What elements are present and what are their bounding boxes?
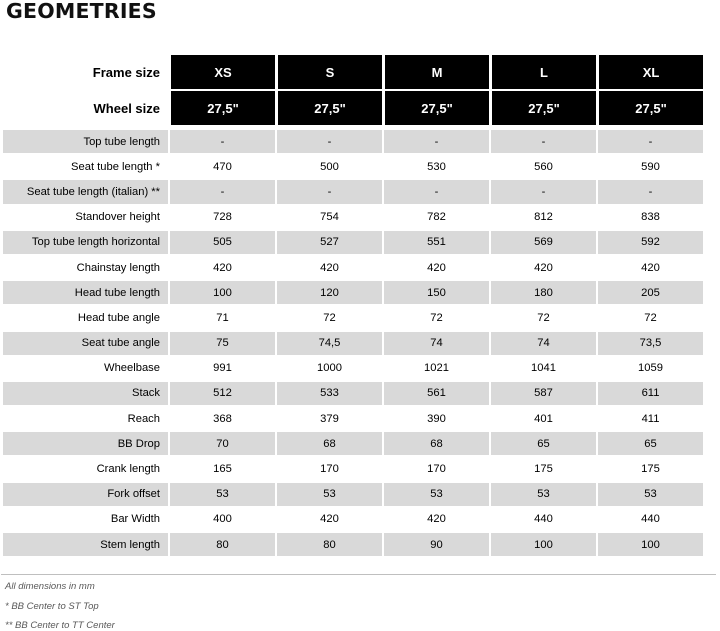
row-value: 100 bbox=[170, 281, 275, 306]
row-value: 175 bbox=[491, 457, 596, 482]
row-value: - bbox=[170, 130, 275, 155]
row-value: 782 bbox=[384, 206, 489, 231]
table-row bbox=[3, 332, 703, 357]
row-label: Bar Width bbox=[3, 508, 168, 533]
size-m: M bbox=[384, 55, 489, 91]
row-value: 420 bbox=[170, 256, 275, 281]
row-value: 165 bbox=[170, 457, 275, 482]
row-label: Top tube length bbox=[3, 130, 168, 155]
row-label: Crank length bbox=[3, 457, 168, 482]
row-label: Reach bbox=[3, 407, 168, 432]
wheel-m: 27,5" bbox=[384, 91, 489, 125]
row-value: 1059 bbox=[598, 357, 703, 382]
row-value: 72 bbox=[491, 306, 596, 331]
row-value: 400 bbox=[170, 508, 275, 533]
row-value: 500 bbox=[277, 155, 382, 180]
footnote-units: All dimensions in mm bbox=[5, 581, 95, 592]
row-value: 1021 bbox=[384, 357, 489, 382]
row-value: 100 bbox=[598, 533, 703, 558]
row-value: 68 bbox=[277, 432, 382, 457]
row-label: Head tube length bbox=[3, 281, 168, 306]
wheel-l: 27,5" bbox=[491, 91, 596, 125]
row-label: Top tube length horizontal bbox=[3, 231, 168, 256]
table-row bbox=[3, 130, 703, 155]
row-value: 1000 bbox=[277, 357, 382, 382]
row-value: - bbox=[384, 180, 489, 205]
table-row bbox=[3, 483, 703, 508]
row-value: 180 bbox=[491, 281, 596, 306]
row-label: Chainstay length bbox=[3, 256, 168, 281]
size-s: S bbox=[277, 55, 382, 91]
wheel-size-label: Wheel size bbox=[3, 91, 168, 125]
wheel-xs: 27,5" bbox=[170, 91, 275, 125]
row-value: - bbox=[384, 130, 489, 155]
row-value: 68 bbox=[384, 432, 489, 457]
row-value: 150 bbox=[384, 281, 489, 306]
row-value: 80 bbox=[170, 533, 275, 558]
row-value: - bbox=[277, 180, 382, 205]
table-row bbox=[3, 508, 703, 533]
wheel-s: 27,5" bbox=[277, 91, 382, 125]
row-value: 411 bbox=[598, 407, 703, 432]
row-value: 53 bbox=[491, 483, 596, 508]
row-value: 569 bbox=[491, 231, 596, 256]
row-value: - bbox=[598, 130, 703, 155]
row-label: Seat tube length (italian) ** bbox=[3, 180, 168, 205]
row-value: - bbox=[170, 180, 275, 205]
row-value: 420 bbox=[598, 256, 703, 281]
row-value: 838 bbox=[598, 206, 703, 231]
size-xl: XL bbox=[598, 55, 703, 91]
table-row bbox=[3, 155, 703, 180]
row-value: 812 bbox=[491, 206, 596, 231]
table-row bbox=[3, 256, 703, 281]
footer-divider bbox=[1, 574, 716, 575]
table-row bbox=[3, 281, 703, 306]
table-row bbox=[3, 306, 703, 331]
row-label: BB Drop bbox=[3, 432, 168, 457]
table-row bbox=[3, 407, 703, 432]
geometry-rows bbox=[3, 130, 703, 558]
row-label: Head tube angle bbox=[3, 306, 168, 331]
row-label: Seat tube length * bbox=[3, 155, 168, 180]
table-row bbox=[3, 357, 703, 382]
row-value: 75 bbox=[170, 332, 275, 357]
row-value: 53 bbox=[384, 483, 489, 508]
table-row bbox=[3, 382, 703, 407]
row-value: 754 bbox=[277, 206, 382, 231]
row-value: 470 bbox=[170, 155, 275, 180]
row-value: 53 bbox=[277, 483, 382, 508]
row-value: 728 bbox=[170, 206, 275, 231]
row-value: 530 bbox=[384, 155, 489, 180]
row-label: Fork offset bbox=[3, 483, 168, 508]
row-value: 420 bbox=[277, 508, 382, 533]
row-value: 420 bbox=[384, 508, 489, 533]
frame-size-row bbox=[3, 55, 703, 91]
row-value: 1041 bbox=[491, 357, 596, 382]
row-value: - bbox=[598, 180, 703, 205]
row-value: 170 bbox=[384, 457, 489, 482]
size-l: L bbox=[491, 55, 596, 91]
row-value: 611 bbox=[598, 382, 703, 407]
row-value: - bbox=[277, 130, 382, 155]
row-value: 512 bbox=[170, 382, 275, 407]
row-value: - bbox=[491, 180, 596, 205]
row-value: 590 bbox=[598, 155, 703, 180]
geometry-table bbox=[1, 55, 705, 558]
row-value: 527 bbox=[277, 231, 382, 256]
row-value: 505 bbox=[170, 231, 275, 256]
frame-size-label: Frame size bbox=[3, 55, 168, 91]
row-value: 401 bbox=[491, 407, 596, 432]
row-label: Standover height bbox=[3, 206, 168, 231]
row-value: 72 bbox=[384, 306, 489, 331]
table-row bbox=[3, 180, 703, 205]
row-value: 420 bbox=[384, 256, 489, 281]
row-value: 533 bbox=[277, 382, 382, 407]
size-xs: XS bbox=[170, 55, 275, 91]
row-label: Wheelbase bbox=[3, 357, 168, 382]
row-value: 73,5 bbox=[598, 332, 703, 357]
row-value: - bbox=[491, 130, 596, 155]
row-label: Stem length bbox=[3, 533, 168, 558]
row-label: Stack bbox=[3, 382, 168, 407]
page-title: GEOMETRIES bbox=[6, 0, 157, 23]
row-value: 560 bbox=[491, 155, 596, 180]
footnote-seat-tube: * BB Center to ST Top bbox=[5, 601, 99, 612]
row-value: 65 bbox=[491, 432, 596, 457]
row-value: 390 bbox=[384, 407, 489, 432]
table-row bbox=[3, 457, 703, 482]
wheel-xl: 27,5" bbox=[598, 91, 703, 125]
row-value: 587 bbox=[491, 382, 596, 407]
row-value: 65 bbox=[598, 432, 703, 457]
row-value: 420 bbox=[277, 256, 382, 281]
row-value: 74 bbox=[491, 332, 596, 357]
row-value: 592 bbox=[598, 231, 703, 256]
table-row bbox=[3, 206, 703, 231]
row-value: 440 bbox=[598, 508, 703, 533]
footnote-seat-tube-italian: ** BB Center to TT Center bbox=[5, 620, 115, 631]
row-value: 70 bbox=[170, 432, 275, 457]
row-value: 72 bbox=[598, 306, 703, 331]
row-value: 420 bbox=[491, 256, 596, 281]
row-value: 100 bbox=[491, 533, 596, 558]
row-value: 175 bbox=[598, 457, 703, 482]
row-value: 561 bbox=[384, 382, 489, 407]
wheel-size-row bbox=[3, 91, 703, 125]
row-value: 368 bbox=[170, 407, 275, 432]
row-value: 53 bbox=[170, 483, 275, 508]
row-label: Seat tube angle bbox=[3, 332, 168, 357]
row-value: 991 bbox=[170, 357, 275, 382]
row-value: 74 bbox=[384, 332, 489, 357]
row-value: 74,5 bbox=[277, 332, 382, 357]
row-value: 440 bbox=[491, 508, 596, 533]
row-value: 379 bbox=[277, 407, 382, 432]
table-row bbox=[3, 533, 703, 558]
row-value: 72 bbox=[277, 306, 382, 331]
row-value: 551 bbox=[384, 231, 489, 256]
row-value: 120 bbox=[277, 281, 382, 306]
row-value: 170 bbox=[277, 457, 382, 482]
table-row bbox=[3, 231, 703, 256]
row-value: 205 bbox=[598, 281, 703, 306]
row-value: 71 bbox=[170, 306, 275, 331]
row-value: 90 bbox=[384, 533, 489, 558]
row-value: 80 bbox=[277, 533, 382, 558]
table-row bbox=[3, 432, 703, 457]
row-value: 53 bbox=[598, 483, 703, 508]
